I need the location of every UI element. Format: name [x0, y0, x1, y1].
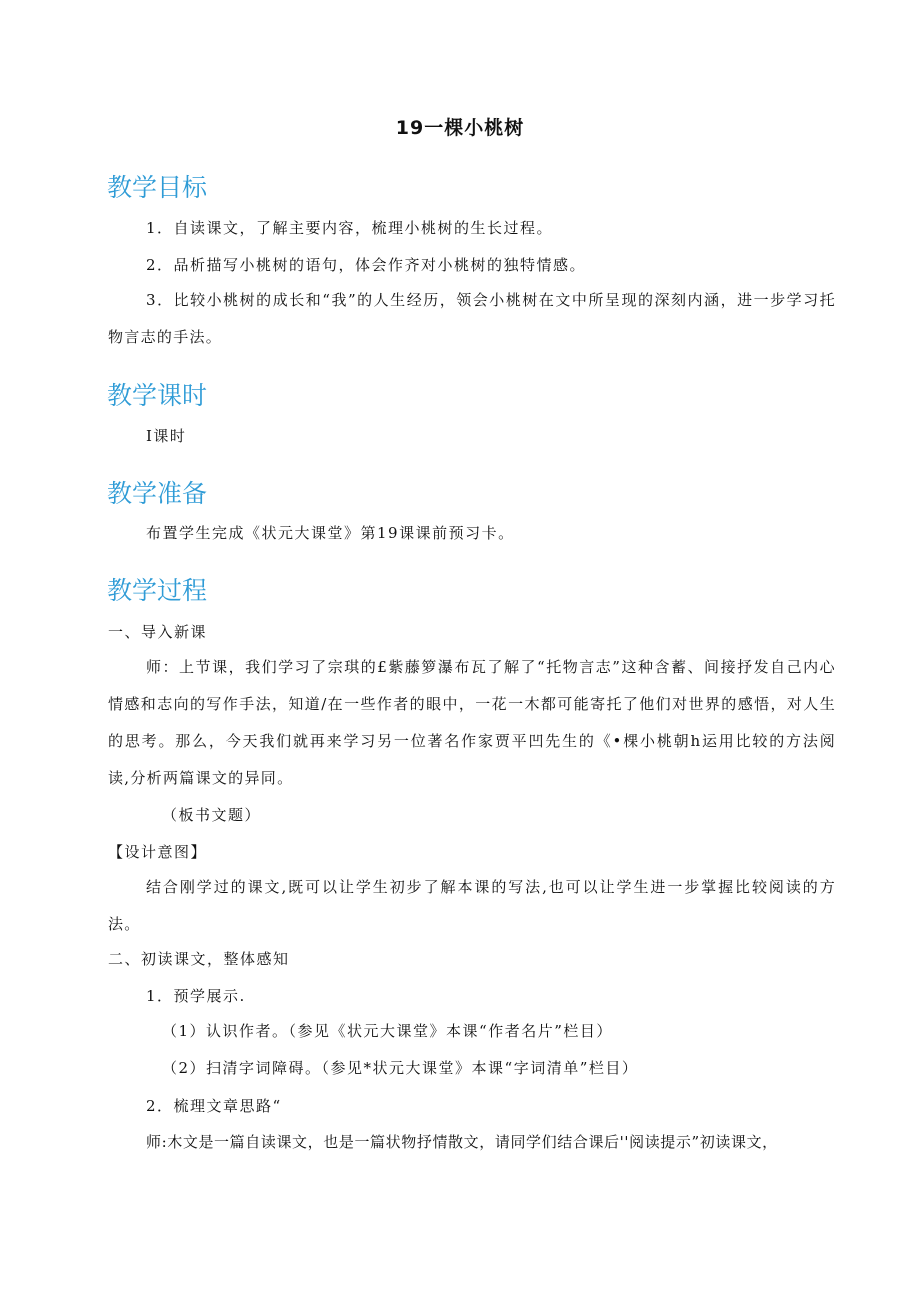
design-intent-label: 【设计意图】: [108, 843, 208, 861]
heading-teaching-goals: 教学目标: [107, 173, 208, 202]
hours-text: I课时: [146, 427, 187, 445]
prep-text: 布置学生完成《状元大课堂》第19课课前预习卡。: [146, 524, 515, 542]
part1-title: 一、导入新课: [108, 623, 208, 641]
goal-item-1: 1．自读课文，了解主要内容，梳理小桃树的生长过程。: [146, 219, 554, 237]
step2-paragraph: 师:木文是一篇自读课文，也是一篇状物抒情散文，请同学们结合课后''阅读提示”初读课文，: [146, 1133, 778, 1151]
step1-item-b: （2）扫清字词障碍。（参见*状元大课堂》本课“字词清单”栏目）: [162, 1059, 639, 1077]
heading-teaching-prep: 教学准备: [107, 479, 208, 508]
board-note: （板书文题）: [162, 806, 262, 824]
part2-title: 二、初读课文，整体感知: [108, 950, 290, 968]
step1-title: 1．预学展示.: [146, 987, 246, 1005]
goal-item-3: 3．比较小桃树的成长和“我”的人生经历，领会小桃树在文中所呈现的深刻内涵，进一步学习托物言志的手法。: [108, 291, 836, 346]
design-intent-paragraph: 结合刚学过的课文,既可以让学生初步了解本课的写法,也可以让学生进一步掌握比较阅读的方法。: [108, 878, 836, 933]
part1-paragraph: 师：上节课，我们学习了宗琪的£紫藤箩瀑布瓦了解了“托物言志”这种含蓄、间接抒发自己内心情感和志向的写作手法，知道/在一些作者的眼中，一花一木都可能寄托了他们对世界的感悟，对人生的思考。那么，今天我们就再来学习另一位著名作家贾平凹先生的《•棵小桃朝h运用比较的方法阅读,分析两篇课文的异同。: [108, 658, 836, 787]
step1-item-a: （1）认识作者。（参见《状元大课堂》本课“作者名片”栏目）: [162, 1022, 613, 1040]
heading-teaching-hours: 教学课时: [107, 381, 208, 410]
goal-item-2: 2．品析描写小桃树的语句，体会作齐对小桃树的独特情感。: [146, 256, 587, 274]
document-title: 19一棵小桃树: [395, 117, 525, 139]
step2-title: 2．梳理文章思路“: [146, 1097, 282, 1115]
heading-teaching-process: 教学过程: [107, 576, 208, 605]
